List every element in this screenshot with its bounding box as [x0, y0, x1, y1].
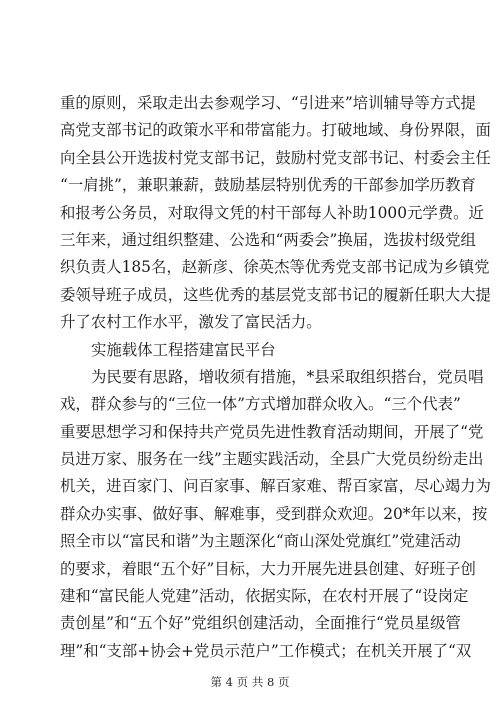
text-line: 群众办实事、做好事、解难事，受到群众欢迎。20*年以来，按 — [60, 504, 488, 523]
page-number-footer: 第 4 页 共 8 页 — [210, 675, 290, 689]
text-line: 照全市以“富民和谐”为主题深化“商山深处党旗红”党建活动 — [60, 532, 461, 551]
text-line: 高党支部书记的政策水平和带富能力。打破地域、身份界限，面 — [60, 121, 491, 140]
text-line: 机关，进百家门、问百家事、解百家难、帮百家富，尽心竭力为 — [60, 477, 491, 496]
text-line: 戏，群众参与的“三位一体”方式增加群众收入。“三个代表” — [60, 395, 461, 414]
text-line: 三年来，通过组织整建、公选和“两委会”换届，选拔村级党组 — [60, 230, 476, 249]
text-line: 的要求，着眼“五个好”目标，大力开展先进县创建、好班子创 — [60, 559, 476, 578]
text-line: 和报考公务员，对取得文凭的村干部每人补助1000元学费。近 — [60, 203, 484, 222]
text-line: 重要思想学习和保持共产党员先进性教育活动期间，开展了“党 — [60, 422, 484, 441]
text-line: 升了农村工作水平，激发了富民活力。 — [60, 313, 322, 332]
text-line: “一肩挑”，兼职兼薪，鼓励基层特别优秀的干部参加学历教育 — [60, 176, 476, 195]
text-line: 重的原则，采取走出去参观学习、“引进来”培训辅导等方式提 — [60, 94, 476, 112]
text-line: 责创星”和“五个好”党组织创建活动，全面推行“党员星级管 — [60, 614, 461, 633]
text-line: 员进万家、服务在一线”主题实践活动，全县广大党员纷纷走出 — [60, 450, 484, 469]
text-line: 委领导班子成员，这些优秀的基层党支部书记的履新任职大大提 — [60, 285, 491, 304]
text-line: 织负责人185名，赵新彦、徐英杰等优秀党支部书记成为乡镇党 — [60, 258, 490, 277]
document-body — [60, 90, 491, 665]
text-line: 理”和“支部+协会+党员示范户”工作模式；在机关开展了“双 — [60, 641, 472, 660]
text-line: 向全县公开选拔村党支部书记，鼓励村党支部书记、村委会主任 — [60, 148, 491, 167]
text-line: 建和“富民能人党建”活动，依据实际，在农村开展了“设岗定 — [60, 587, 469, 606]
text-line: 为民要有思路，增收须有措施，*县采取组织搭台，党员唱 — [91, 367, 484, 386]
section-heading: 实施载体工程搭建富民平台 — [91, 340, 276, 359]
